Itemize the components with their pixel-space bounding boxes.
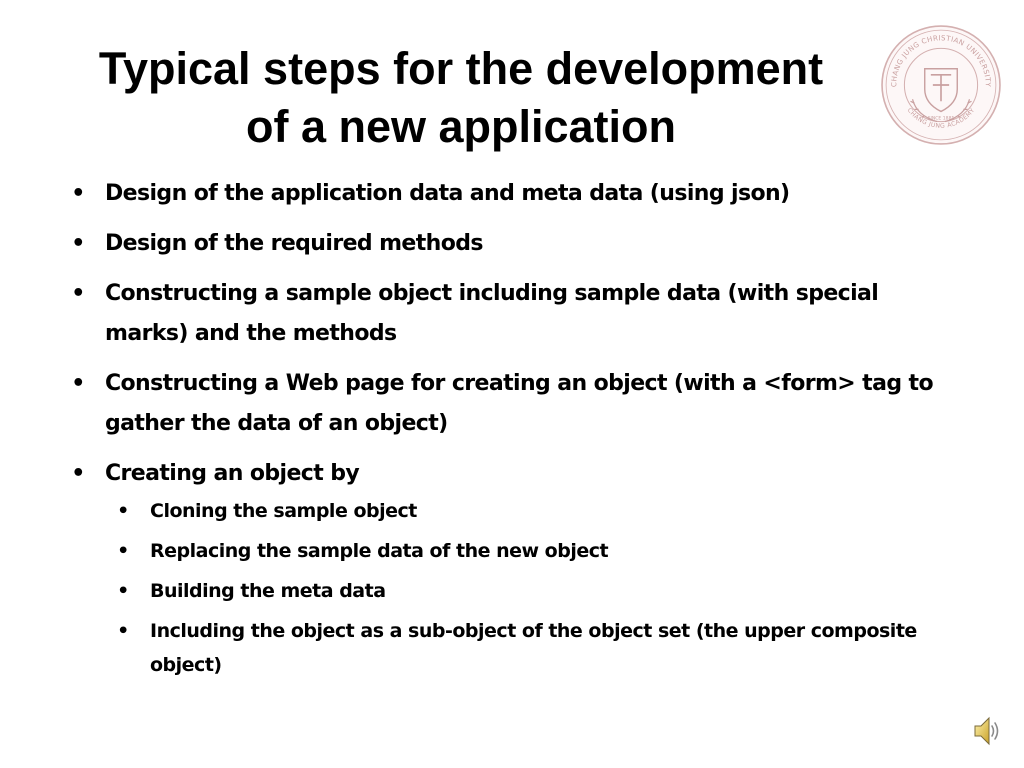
bullet-text: Design of the application data and meta data (using json) [105,181,790,206]
bullet-text: Design of the required methods [105,231,483,256]
bullet-item [68,224,948,264]
sub-bullet-dot: • [117,580,129,602]
seal-top-text: CHANG JUNG CHRISTIAN UNIVERSITY [889,33,993,88]
speaker-icon[interactable] [973,714,1001,748]
bullet-dot: • [71,181,85,206]
sub-bullet-text: Cloning the sample object [150,500,417,522]
bullet-dot: • [71,281,85,306]
sub-bullet-item [113,614,948,682]
sub-bullet-dot: • [117,540,129,562]
bullet-item [68,454,948,682]
sub-bullet-dot: • [117,500,129,522]
bullet-item [68,274,948,354]
sub-bullet-list [113,494,948,682]
sub-bullet-text: Including the object as a sub-object of the object set (the upper composite object) [150,620,917,676]
title-line-2: of a new application [245,101,677,152]
sub-bullet-text: Building the meta data [150,580,386,602]
bullet-list [68,174,948,692]
sub-bullet-dot: • [117,620,129,642]
slide-title [40,40,882,156]
bullet-item [68,364,948,444]
bullet-dot: • [71,231,85,256]
bullet-dot: • [71,371,85,396]
bullet-item [68,174,948,214]
seal-since-text: SINCE 1885 [927,116,955,122]
sub-bullet-item [113,534,948,568]
sub-bullet-item [113,574,948,608]
sub-bullet-text: Replacing the sample data of the new object [150,540,609,562]
university-seal-logo [880,24,1002,146]
bullet-dot: • [71,461,85,486]
sub-bullet-item [113,494,948,528]
seal-bottom-text: CHANG JUNG ACADEMY [905,106,977,130]
bullet-text: Constructing a sample object including sample data (with special marks) and the methods [105,281,879,346]
title-line-1: Typical steps for the development [98,43,824,94]
bullet-text: Creating an object by [105,461,360,486]
bullet-text: Constructing a Web page for creating an object (with a <form> tag to gather the data of an object) [105,371,933,436]
